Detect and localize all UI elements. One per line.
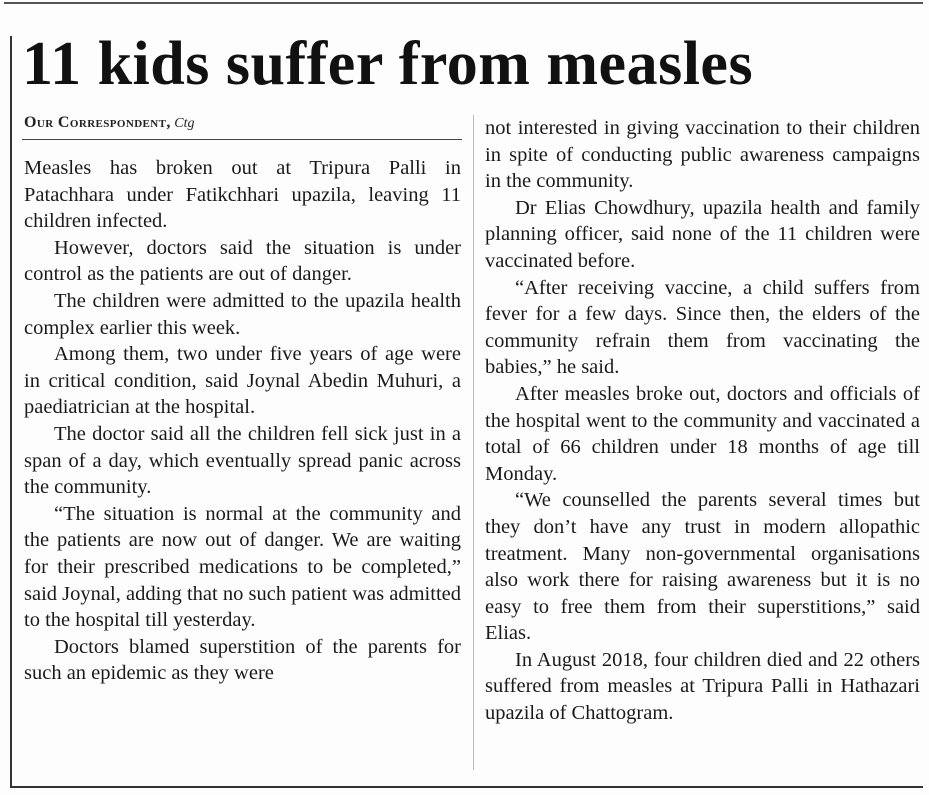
bottom-rule (10, 786, 923, 788)
byline (24, 113, 195, 134)
paragraph: Among them, two under five years of age were in critical condition, said Joynal Abedin Muhuri, a paediatrician at the hospital. (24, 343, 461, 419)
paragraph: “We counselled the parents several times but they don’t have any trust in modern allopathic treatment. Many non-governmental organisations also work there for raising awareness but it is no easy to free them from their superstitions,” said Elias. (485, 489, 920, 645)
paragraph: “The situation is normal at the community and the patients are now out of danger. We are waiting for their prescribed medications to be completed,” said Joynal, adding that no such patient was admitted to the hospital till yesterday. (24, 502, 461, 632)
paragraph: The doctor said all the children fell sick just in a span of a day, which eventually spread panic across the community. (24, 422, 461, 499)
paragraph: “After receiving vaccine, a child suffers from fever for a few days. Since then, the elders of the community refrain them from vaccinating the babies,” he said. (485, 276, 920, 379)
byline-rule (22, 139, 462, 140)
article-column-2 (485, 115, 920, 727)
paragraph: not interested in giving vaccination to their children in spite of conducting public awareness campaigns in the community. (485, 117, 920, 193)
paragraph: The children were admitted to the upazila health complex earlier this week. (24, 289, 461, 339)
paragraph: However, doctors said the situation is under control as the patients are out of danger. (24, 236, 461, 286)
headline: 11 kids suffer from measles (22, 30, 754, 98)
paragraph: In August 2018, four children died and 22 others suffered from measles at Tripura Palli in Hathazari upazila of Chattogram. (485, 648, 920, 725)
left-border-rule (10, 36, 12, 786)
paragraph: Doctors blamed superstition of the parents for such an epidemic as they were (24, 635, 461, 685)
paragraph: After measles broke out, doctors and officials of the hospital went to the community and vaccinated a total of 66 children under 18 months of age till Monday. (485, 382, 920, 485)
paragraph: Dr Elias Chowdhury, upazila health and family planning officer, said none of the 11 children were vaccinated before. (485, 196, 920, 272)
byline-name: Our Correspondent, (24, 114, 171, 131)
top-rule (4, 2, 923, 4)
column-divider (473, 115, 474, 770)
paragraph: Measles has broken out at Tripura Palli in Patachhara under Fatikchhari upazila, leaving 11 children infected. (24, 157, 461, 233)
byline-location: Ctg (174, 116, 195, 131)
article-column-1 (24, 155, 461, 687)
